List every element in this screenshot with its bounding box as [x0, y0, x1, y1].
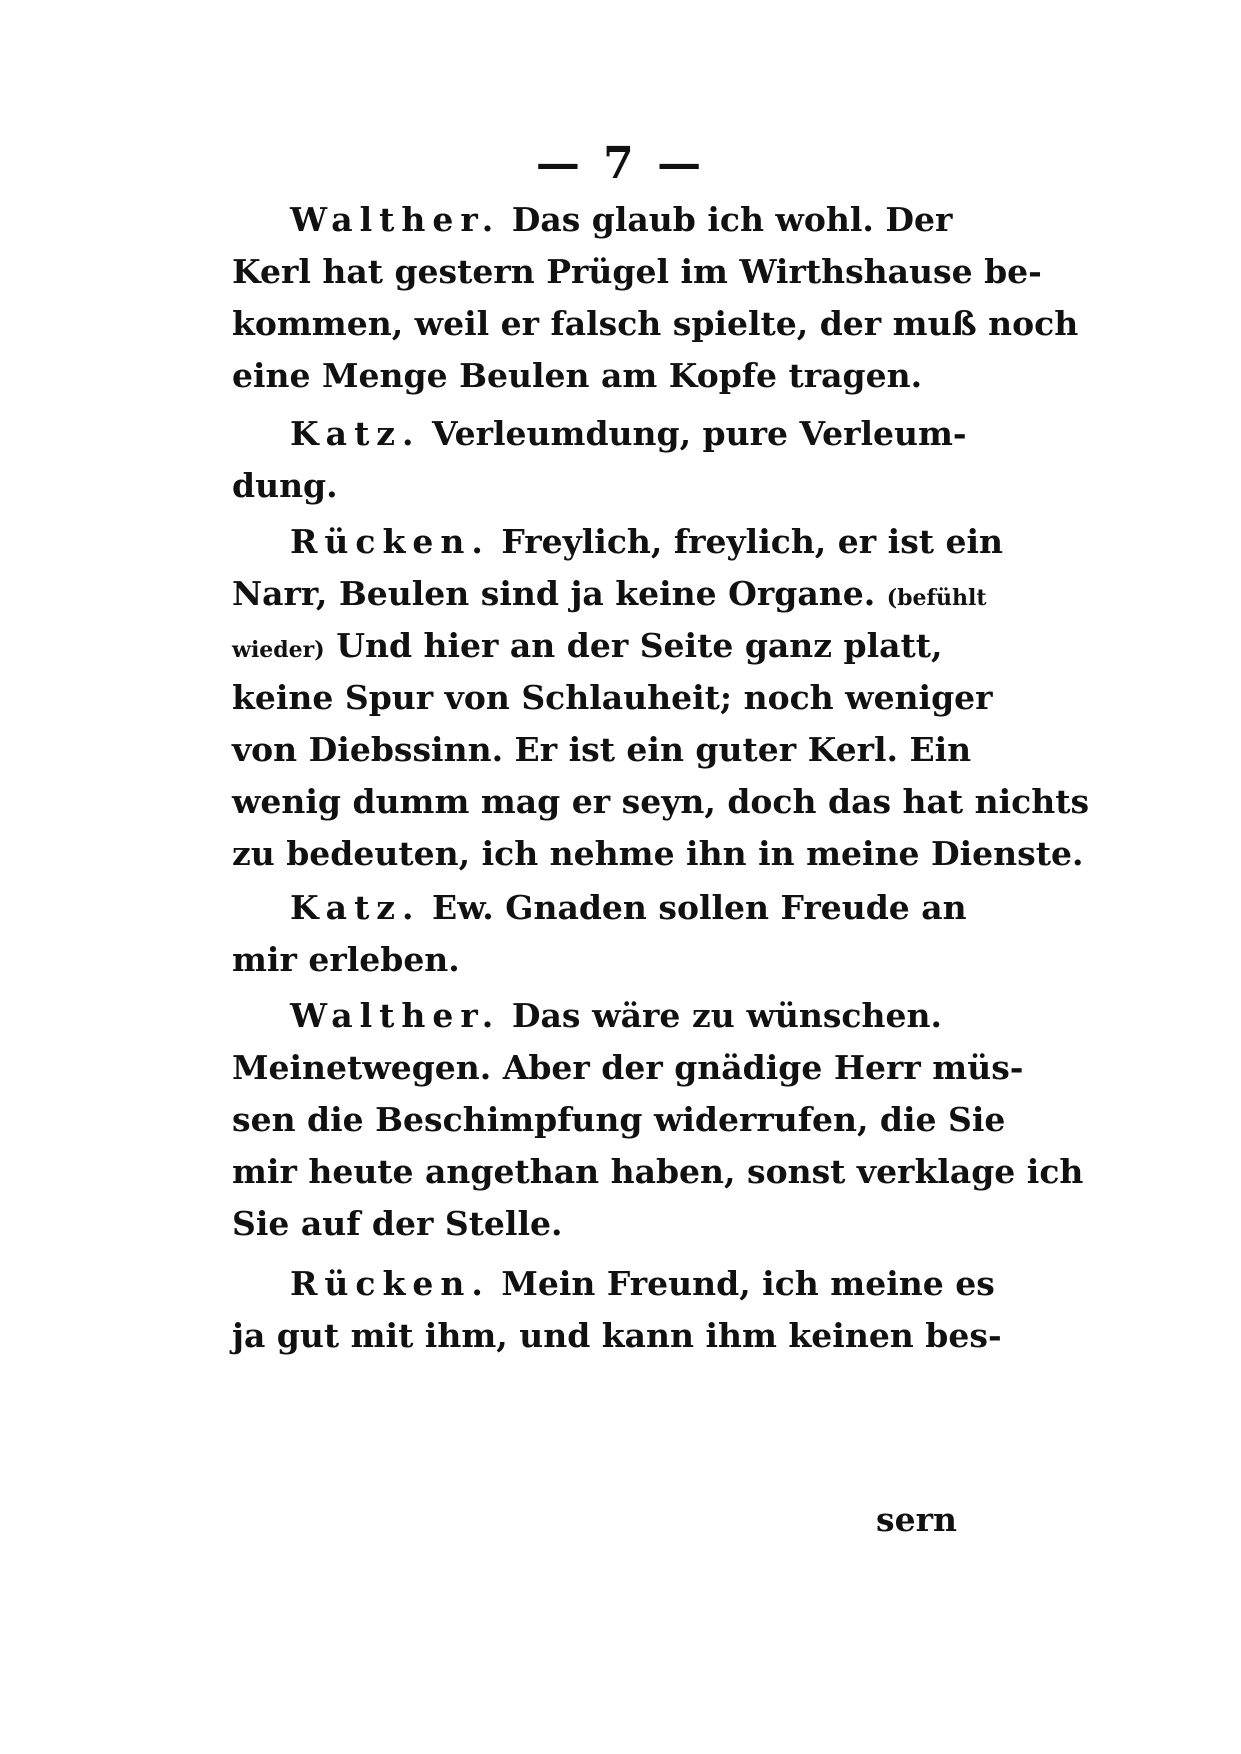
text-line — [290, 414, 967, 454]
catchword: sern — [876, 1500, 957, 1539]
text-line — [232, 1152, 1084, 1192]
text-line — [232, 574, 987, 618]
stage-direction: (befühlt — [886, 585, 987, 611]
line-text: kommen, weil er falsch spielte, der muß noch — [232, 304, 1079, 343]
line-text: ja gut mit ihm, und kann ihm keinen bes- — [232, 1316, 1002, 1355]
text-line — [232, 730, 972, 770]
line-text: Und hier an der Seite ganz platt, — [336, 626, 943, 665]
line-text: Kerl hat gestern Prügel im Wirthshause be- — [232, 252, 1042, 291]
speaker-name: Rücken. — [290, 1264, 490, 1303]
text-line — [290, 1264, 995, 1304]
text-line — [232, 678, 993, 718]
line-text: dung. — [232, 466, 338, 505]
line-text: mir heute angethan haben, sonst verklage ich — [232, 1152, 1084, 1191]
text-line — [290, 888, 967, 928]
page-number: — 7 — — [535, 138, 706, 189]
line-text: keine Spur von Schlauheit; noch weniger — [232, 678, 993, 717]
text-line — [232, 626, 942, 670]
text-line — [232, 466, 942, 506]
line-text: von Diebssinn. Er ist ein guter Kerl. Ein — [232, 730, 972, 769]
line-text: zu bedeuten, ich nehme ihn in meine Dienste. — [232, 834, 1084, 873]
speaker-name: Rücken. — [290, 522, 490, 561]
line-text: Das wäre zu wünschen. — [511, 996, 942, 1035]
text-line — [232, 356, 942, 396]
line-text: Mein Freund, ich meine es — [501, 1264, 995, 1303]
line-text: Verleumdung, pure Verleum- — [432, 414, 967, 453]
text-line — [232, 1100, 1006, 1140]
line-text: Das glaub ich wohl. Der — [511, 200, 953, 239]
line-text: Ew. Gnaden sollen Freude an — [432, 888, 967, 927]
line-text: Sie auf der Stelle. — [232, 1204, 563, 1243]
line-text: wenig dumm mag er seyn, doch das hat nichts — [232, 782, 1090, 821]
speaker-name: Katz. — [290, 888, 421, 927]
line-text: Narr, Beulen sind ja keine Organe. — [232, 574, 876, 613]
speaker-name: Katz. — [290, 414, 421, 453]
text-line — [290, 522, 1004, 562]
text-line — [232, 782, 1090, 822]
line-text: mir erleben. — [232, 940, 460, 979]
text-line — [290, 996, 942, 1036]
text-line — [232, 834, 1084, 874]
text-line — [232, 1048, 1024, 1088]
line-text: Freylich, freylich, er ist ein — [501, 522, 1004, 561]
text-line — [232, 1316, 1002, 1356]
speaker-name: Walther. — [290, 996, 501, 1035]
line-text: eine Menge Beulen am Kopfe tragen. — [232, 356, 923, 395]
line-text: Meinetwegen. Aber der gnädige Herr müs- — [232, 1048, 1024, 1087]
text-line — [290, 200, 953, 240]
text-line — [232, 252, 1042, 292]
speaker-name: Walther. — [290, 200, 501, 239]
line-text: sen die Beschimpfung widerrufen, die Sie — [232, 1100, 1006, 1139]
text-line — [232, 940, 942, 980]
stage-direction: wieder) — [232, 637, 325, 663]
text-line — [232, 1204, 942, 1244]
text-line — [232, 304, 1079, 344]
